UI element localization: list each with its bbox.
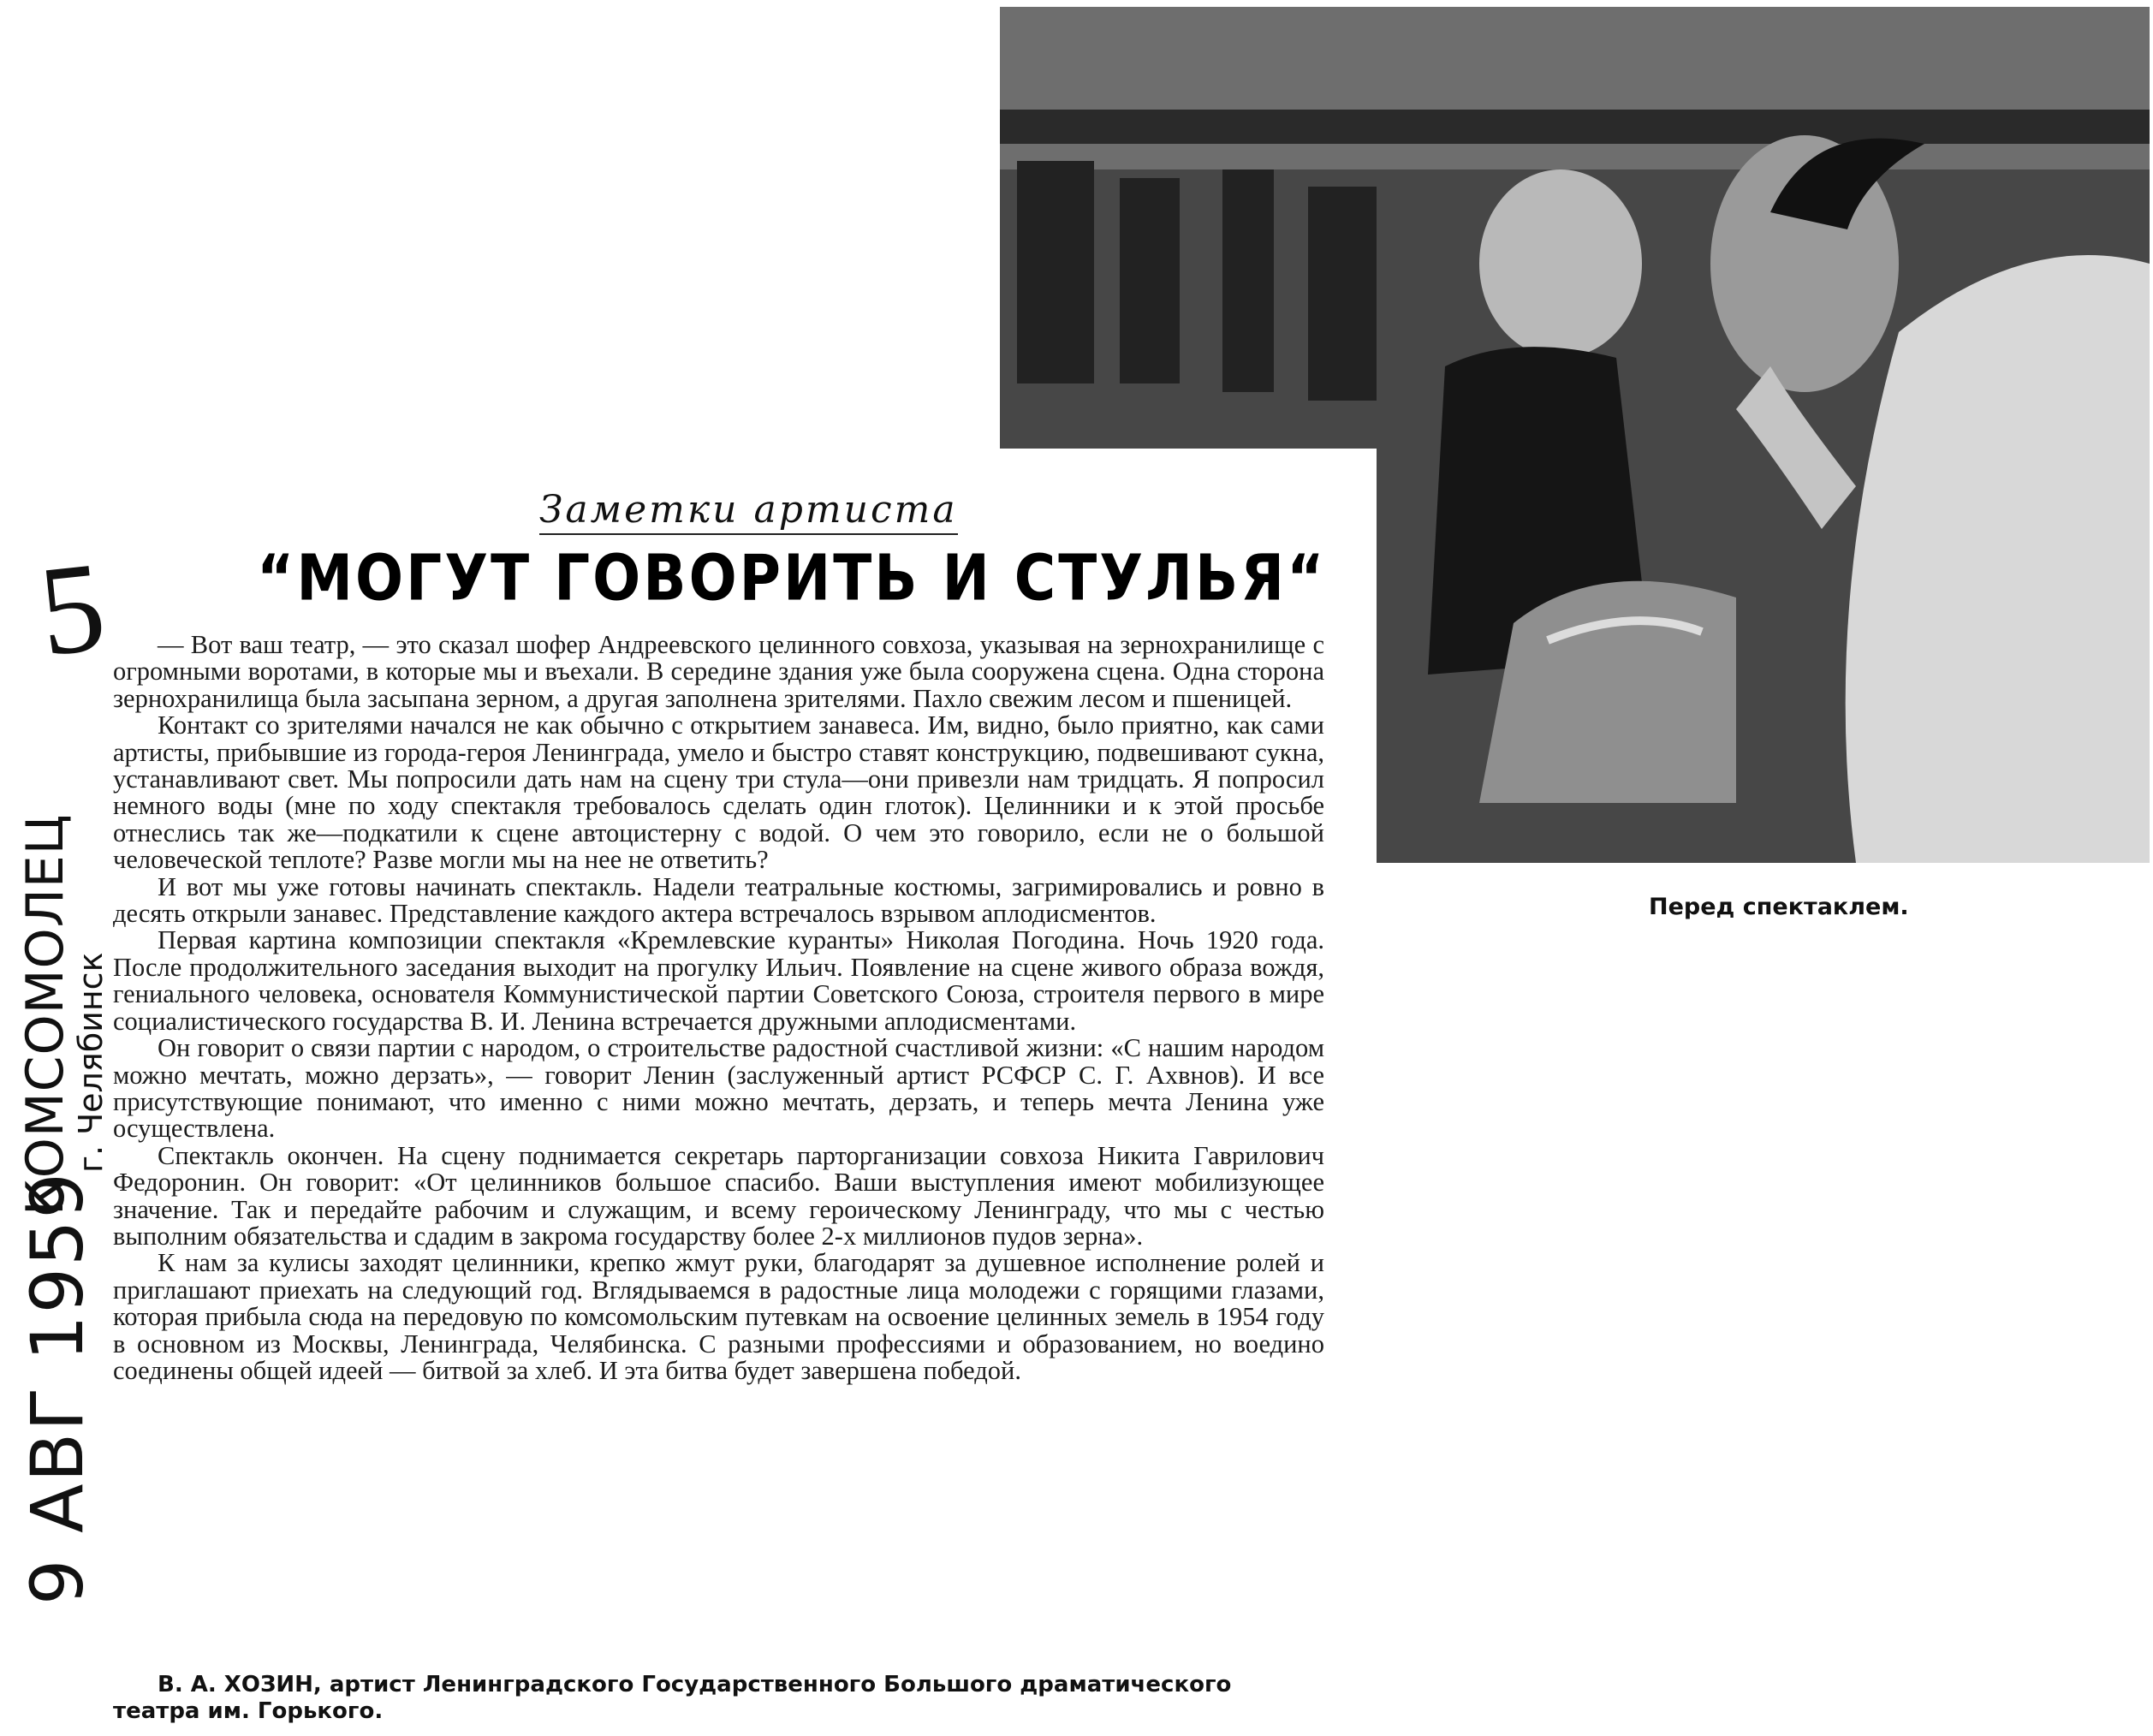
handwritten-page-number: 5 [33, 535, 112, 684]
article-body [113, 632, 1324, 1384]
article-paragraph: Контакт со зрителями начался не как обычно с открытием занавеса. Им, видно, было приятно, как сами артисты, прибывшие из города-героя Ленинграда, умело и быстро ставят конструкцию, подвешивают сукна, устанавливают свет. Мы попросили дать нам на сцену три стула—они привезли нам тридцать. Я попросил немного воды (мне по ходу спектакля требовалось сделать один глоток). Целинники и к этой просьбе отнеслись так же—подкатили к сцене автоцистерну с водой. О чем это говорило, если не о большой человеческой теплоте? Разве могли мы на нее не ответить? [113, 710, 1324, 875]
article-headline: “МОГУТ ГОВОРИТЬ И СТУЛЬЯ“ [257, 541, 1327, 615]
newspaper-stamp: КОМСОМОЛЕЦ [15, 813, 75, 1216]
city-stamp: г. Челябинск [72, 952, 110, 1173]
article-paragraph: И вот мы уже готовы начинать спектакль. Надели театральные костюмы, загримировались и ровно в десять открыли занавес. Представление каждого актера встречалось взрывом аплодисментов. [113, 871, 1324, 929]
article-paragraph: — Вот ваш театр, — это сказал шофер Андреевского целинного совхоза, указывая на зернохранилище с огромными воротами, в которые мы и въехали. В середине здания уже была сооружена сцена. Одна сторона зернохранилища была засыпана зерном, а другая заполнена зрителями. Пахло свежим лесом и пшеницей. [113, 630, 1324, 713]
photo-caption: Перед спектаклем. [1649, 894, 1909, 920]
author-signature: В. А. ХОЗИН, артист Ленинградского Государственного Большого драматического театра им. Горького. [113, 1672, 1232, 1724]
article-paragraph: Первая картина композиции спектакля «Кремлевские куранты» Николая Погодина. Ночь 1920 года. После продолжительного заседания выходит на прогулку Ильич. Появление на сцене живого образа вождя, гениального человека, основателя Коммунистической партии Советского Союза, строителя первого в мире социалистического государства В. И. Ленина встречается дружными аплодисментами. [113, 925, 1324, 1036]
article-paragraph: К нам за кулисы заходят целинники, крепко жмут руки, благодарят за душевное исполнение ролей и приглашают приехать на следующий год. Вглядываемся в радостные лица молодежи с горящими глазами, которая прибыла сюда на передовую по комсомольским путевкам на освоение целинных земель в 1954 году в основном из Москвы, Ленинграда, Челябинска. С разными профессиями и образованием, но воедино соединены общей идеей — битвой за хлеб. И эта битва будет завершена победой. [113, 1248, 1324, 1385]
article-paragraph: Он говорит о связи партии с народом, о строительстве радостной счастливой жизни: «С нашим народом можно мечтать, можно дерзать», — говорит Ленин (заслуженный артист РСФСР С. Г. Ахвнов). И все присутствующие понимают, что именно с ними можно мечтать, дерзать, и теперь мечта Ленина уже осуществлена. [113, 1033, 1324, 1144]
date-stamp: 9 АВГ 1959 [15, 1171, 99, 1605]
article-rubric: Заметки артиста [539, 488, 958, 535]
article-paragraph: Спектакль окончен. На сцену поднимается секретарь парторганизации совхоза Никита Гаврилович Федоронин. Он говорит: «От целинников большое спасибо. Ваши выступления имеют мобилизующее значение. Так и передайте рабочим и служащим, и всему героическому Ленинграду, что мы с честью выполним обязательства и сдадим в закрома государству более 2-х миллионов пудов зерна». [113, 1140, 1324, 1251]
